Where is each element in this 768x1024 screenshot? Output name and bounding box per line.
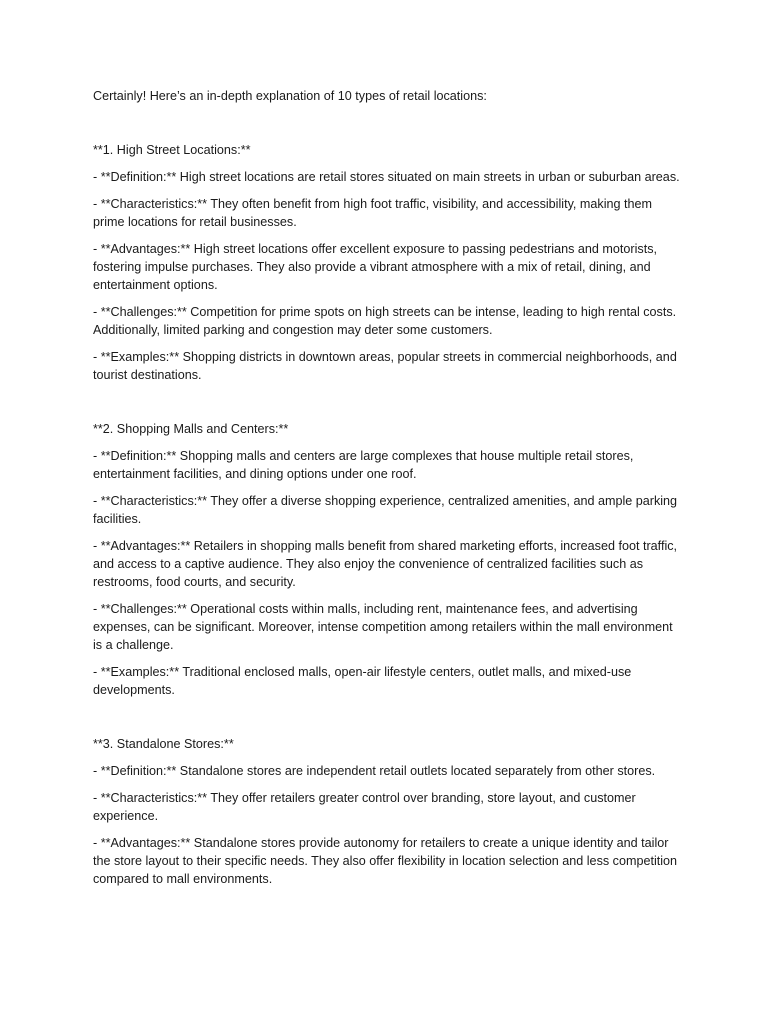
characteristics-paragraph: - **Characteristics:** They often benefit from high foot traffic, visibility, and accessibility, making them prime locations for retail businesses.: [93, 197, 653, 229]
section-heading: **1. High Street Locations:**: [93, 143, 251, 157]
examples-paragraph: - **Examples:** Shopping districts in downtown areas, popular streets in commercial neighborhoods, and tourist destinations.: [93, 350, 677, 382]
examples-paragraph: - **Examples:** Traditional enclosed malls, open-air lifestyle centers, outlet malls, and mixed-use developments.: [93, 665, 632, 697]
intro-paragraph: Certainly! Here’s an in-depth explanation of 10 types of retail locations:: [93, 89, 487, 103]
definition-paragraph: - **Definition:** High street locations are retail stores situated on main streets in urban or suburban areas.: [93, 170, 680, 184]
advantages-paragraph: - **Advantages:** Standalone stores provide autonomy for retailers to create a unique identity and tailor the store layout to their specific needs. They also offer flexibility in location selection and less competition compared to mall environments.: [93, 836, 678, 886]
characteristics-paragraph: - **Characteristics:** They offer retailers greater control over branding, store layout, and customer experience.: [93, 791, 636, 823]
section-shopping-malls: [93, 420, 683, 699]
section-high-street: [93, 141, 683, 384]
characteristics-paragraph: - **Characteristics:** They offer a diverse shopping experience, centralized amenities, and ample parking facilities.: [93, 494, 678, 526]
advantages-paragraph: - **Advantages:** High street locations offer excellent exposure to passing pedestrians and motorists, fostering impulse purchases. They also provide a vibrant atmosphere with a mix of retail, dining, and entertainment options.: [93, 242, 658, 292]
definition-paragraph: - **Definition:** Shopping malls and centers are large complexes that house multiple retail stores, entertainment facilities, and dining options under one roof.: [93, 449, 634, 481]
section-heading: **3. Standalone Stores:**: [93, 737, 234, 751]
document-body: [93, 87, 683, 897]
challenges-paragraph: - **Challenges:** Operational costs within malls, including rent, maintenance fees, and advertising expenses, can be significant. Moreover, intense competition among retailers within the mall environment is a challenge.: [93, 602, 673, 652]
advantages-paragraph: - **Advantages:** Retailers in shopping malls benefit from shared marketing efforts, increased foot traffic, and access to a captive audience. They also enjoy the convenience of centralized facilities such as restrooms, food courts, and security.: [93, 539, 678, 589]
challenges-paragraph: - **Challenges:** Competition for prime spots on high streets can be intense, leading to high rental costs. Additionally, limited parking and congestion may deter some customers.: [93, 305, 677, 337]
definition-paragraph: - **Definition:** Standalone stores are independent retail outlets located separately from other stores.: [93, 764, 656, 778]
section-heading: **2. Shopping Malls and Centers:**: [93, 422, 289, 436]
section-standalone-stores: [93, 735, 683, 888]
